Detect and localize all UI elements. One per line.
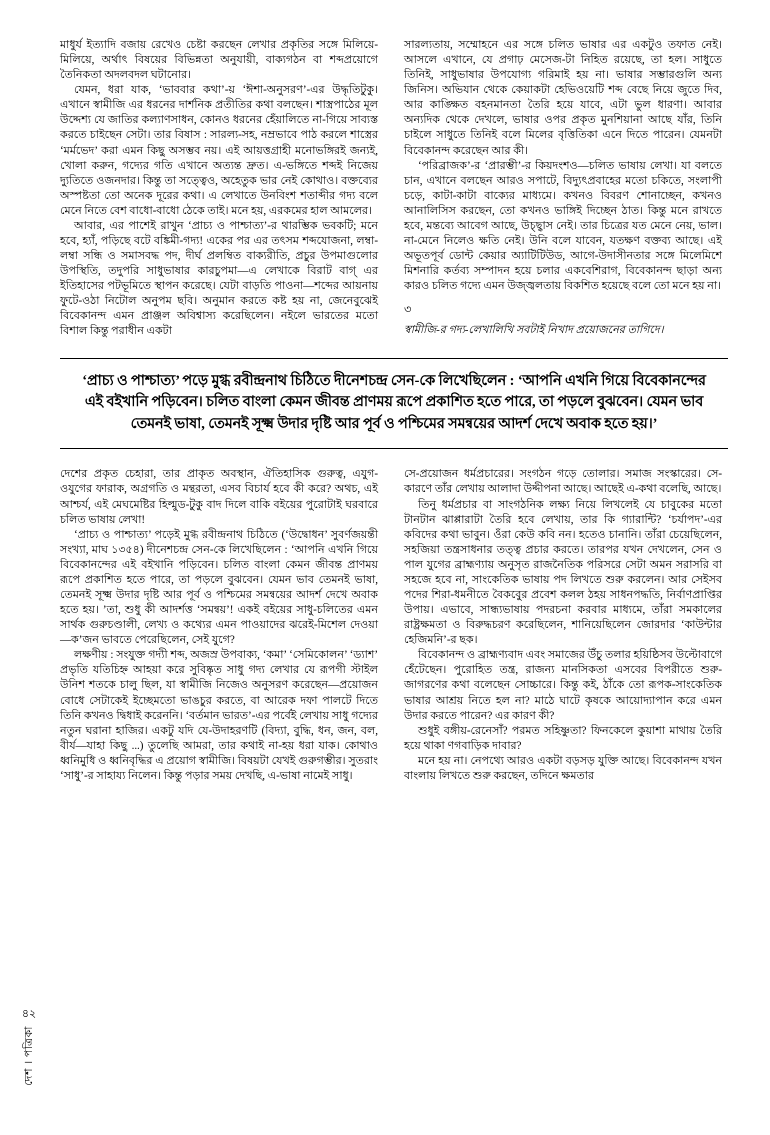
paragraph: দেশের প্রকৃত চেহারা, তার প্রাকৃত অবস্থান, ঐতিহাসিক গুরুত্ব, এযুগ-ওযুগের ফারাক, অগ্রগতি ও মন্থরতা, এসব বিচার্য হবে কী করে? অথচ, এই আশ্চর্য, এই মেঘমেষ্টির হিল্মুড-টুকু বাদ দিলে বাকি বইয়ের পুরোটাই ঘরবারে চলিত ভাষায় লেখা! [60,468,378,526]
paragraph: লক্ষণীয় : সংযুক্ত গদ্যী শব্দ, অজস্র উপবাক্য, ‘কমা’ ‘সেমিকোলন’ ‘ড্যাশ’ প্রভৃতি যতিচিহ্ন আহয়া করে সুবিষ্কৃত সাধু গদ্য লেখার যে রূপগী স্টাইল উনিশ শতকে চালু ছিল, যা স্বামীজি নিজেও অনুসরণ করেছেন—প্রয়োজন বোধে সেটাকেই ইচ্ছেমতো ভাঙচুর করতে, বা আরেক দফা পালটে দিতে তিনি কখনও দ্বিধাই করেননি। ‘বর্তমান ভারত’-এর পর্বেই লেখায় সাধু গদ্যের নতুন ঘরানা হাজির। একটু যদি যে-উদাহরণটি (বিদ্যা, বুদ্ধি, ধন, জন, বল, বীর্য—যাহা কিছু ...) তুলেছি আমরা, তার কথাই না-হয় ধরা যাক। কোথাও ধ্বনিমুধি ও ধ্বনিবৃদ্ধির এ প্রয়োগ স্বামীজি। বিষয়টা যেখই গুরুগম্ভীর। সুতরাং ‘সাধু’-র সাহায্য নিলেন। কিন্তু পড়ার সময় দেখছি, এ-ভাষা নামেই সাধু। [60,649,378,782]
paragraph: তিনু ধর্মপ্রচার বা সাংগঠনিক লক্ষ্য নিয়ে লিখলেই যে চাবুকের মতো টানটান ঝাপ্পারাটা তৈরি হবে লেখায়, তার কি গ্যারান্টি? ‘চর্যাপদ’-এর কবিদের কথা ভাবুন। ওঁরা কেউ কবি নন। হতেও চানানি। তাঁরা চেয়েছিলেন, সহজিয়া তন্ত্রসাধনার তত্ত্ব প্রচার করতে। তারপর যখন দেখলেন, সেন ও পাল যুগের ব্রাহ্মণ্যায় অনুসৃত রাজনৈতিক পরিসরে সেটা অমন সরাসরি বা সহজে হবে না, সাংকেতিক ভাষায় পদ লিখতে শুরু করলেন। আর সেইসব পদের শিরা-ধমনীতে বৈকবুের প্রবেশ কলল ঠহয় সাধনপদ্ধতি, নির্বাণপ্রাপ্তির উপায়। এভাবে, সান্ধ্যভাষায় পদরচনা করবার মাধ্যমে, তাঁরা সমকালের রাষ্ট্রক্ষমতা ও বিরুদ্ধচরণ করেছিলেন, শানিয়েছিলেন জোরদার ‘কাউন্টার হেজিমনি’-র ছক। [404,498,722,647]
bottom-article-columns [60,467,728,784]
paragraph: সারল্যতায়, সম্মোহনে এর সঙ্গে চলিত ভাষার এর একটুও তফাত নেই। আসলে এখানে, যে প্রগাঢ় মেসেজ-টা নিহিত রয়েছে, তা হল। সাধুতে তিনিই, সাধুভাষার উপযোগ্য গরিমাই হয় না। ভাষার সম্ভারগুলি অন্য জিনিস। অভিযান থেকে কেয়াকটা হেভিওয়েটি শব্দ বেছে নিয়ে জুতে দিব, আর কাঙ্ক্ষিত বহনমানতা তৈরি হয়ে যাবে, এটা ভুল ধারণা। আবার অন্যদিক থেকে দেখলে, ভাষার ওপর প্রকৃত মুনশিয়ানা আছে যাঁর, তিনি চাইলে সাধুতে তিনিই বলে মিলের বৃত্তিতিকা এনে দিতে পারেন। যেমনটা বিবেকানন্দ করেছেন আর কী। [404,39,722,157]
paragraph: যেমন, ধরা যাক, ‘ভাববার কথা’-য় ‘ঈশা-অনুসরণ’-এর উদ্ধৃতিটুকু। এখানে স্বামীজি এর ধরনের দার্শনিক প্রতীতির কথা বলছেন। শাস্ত্রপাঠের মূল উদ্দেশ্য যে জাতির কল্যাণসাধন, কোনও ধরনের হেঁয়ালিতে না-গিয়ে সাব্যস্ত করতে চাইছেন সেটা। তার বিষাস : সারল্য-সহ, নম্রভাবে পাঠ করলে শাস্ত্রের ‘মর্মভেদ’ করা এমন কিছু অসম্ভব নয়। এই আয়ত্তগ্রাহী মনোভঙ্গিরই জন্যই, খোলা করুন, গদ্যের গতি এখানে অত্যন্ত দ্রুত। এ-ভঙ্গিতে শব্দই নিজেয় দ্যুতিতে ওজনদার। কিন্তু তা সত্ত্বেও, অহেতুক ভার নেই কোথাও। বক্তব্যের অস্পষ্টতা তো অনেক দূরের কথা। এ লেখাতে উনবিংশ শতাব্দীর গদ্য বলে মেনে নিতে বেশ বাধো-বাধো ঠেকে তাই। মনে হয়, এরকমের হাল আমলের। [60,84,378,217]
section-marker: ৩ [404,304,412,317]
paragraph: সে-প্রয়োজন ধর্মপ্রচারের। সংগঠন গড়ে তোলার। সমাজ সংস্কারের। সে-কারণে তাঁর লেখায় আলাদা উদ্দীপনা আছে। আছেই এ-কথা বলেছি, আছে। [404,468,722,496]
paragraph: ‘প্রাচ্য ও পাশ্চাত্য’ পড়েই মুগ্ধ রবীন্দ্রনাথ চিঠিতে (‘উদ্বোধন’ সুবর্ণজয়ন্তী সংখ্যা, মাঘ ১৩৫৪) দীনেশচন্দ্র সেন-কে লিখেছিলেন : ‘আপনি এখনি গিয়ে বিবেকানন্দের এই বইখানি পড়িবেন। চলিত বাংলা কেমন জীবন্ত প্রাণময় রূপে প্রকাশিত হতে পারে, তা পড়লে বুঝবেন। যেমন ভাব তেমনই ভাষা, তেমনই সূক্ষ্ম উদার দৃষ্টি আর পূর্ব ও পশ্চিমের সমন্বয়ের আদর্শ দেখে অবাক হতে হয়। ’তা, শুধু কী আদর্শত্ত ‘সমন্বয়’! একই বইয়ের সাধু-চলিতের এমন সার্থক গুরুচণ্ডালী, লেখ্য ও কথ্যের এমন পাওয়াদের ঝরেই-মিশেল দেওয়া—ক’জন ভাবতে পেরেছিলেন, সেই যুগে? [60,528,378,647]
bottom-left-column [60,467,378,784]
paragraph: আবার, এর পাশেই রাখুন ‘প্রাচ্য ও পাশ্চাত্য’-র থারম্ভিক ভবকটি; মনে হবে, হ্যাঁ, পড়িছে বটে বঙ্কিমী-গদ্য! একের পর এর তৎসম শব্দযোজনা, লম্বা-লম্বা সন্ধি ও সমাসবদ্ধ পদ, দীর্ঘ প্রলম্বিত বাক্যরীতি, প্রচুর উপমাগুলোর উপস্থিতি, তদুপরি সাধুভাষার কারচুপমা—এ লেখাকে বিরাট বাগ্‌ এর ইতিহাসের পটভূমিতে স্থাপন করেছে। যেটা বাড়তি পাওনা—শব্দের আয়নায় ফুটে-ওঠা নিটোল অনুপম ছবি। অনুমান করতে কষ্ট হয় না, জেনেবুঝেই বিবেকানন্দ এমন প্রাঞ্জল অবিশ্বাস্য করেছিলেন। নইলে ভারতের মতো বিশাল কিন্তু পরাধীন একটা [60,219,378,338]
bottom-right-column [404,467,722,784]
paragraph: বিবেকানন্দ ও ব্রাহ্মণ্যবাদ এবং সমাজের উঁচু তলার হয়িষ্ঠিসব উল্টোবাগে হেঁটেছেন। পুরোহিত তন্ত্র, রাজন্য মানসিকতা এসবের বিপরীতে শুরু-জাগরণের কথা বলেছেন সোচ্চারে। কিন্তু কই, ঠাঁকে তো রূপক-সাংকেতিক ভাষার আশ্রয় নিতে হল না? মাঠে ঘাটে কৃষকে আয়োদ্যাপান করে এমন উদার করতে পারেন? এর কারণ কী? [404,649,722,722]
top-left-column [60,38,378,340]
page-number: ৪২ [21,1007,37,1020]
publication-name: দেশ । পত্রিকা [22,1025,35,1086]
section-byline: স্বামীজি-র গদ্য-লেখালিখি সবটাই নিখাদ প্রয়োজনের তাগিদে। [404,324,664,337]
paragraph: মনে হয় না। নেপথ্যে আরও একটা বড়সড় যুক্তি আছে। বিবেকানন্দ যখন বাংলায় লিখতে শুরু করছেন, তদিনে ক্ষমতার [404,754,722,782]
pull-quote-text: ‘প্রাচ্য ও পাশ্চাত্য’ পড়ে মুগ্ধ রবীন্দ্রনাথ চিঠিতে দীনেশচন্দ্র সেন-কে লিখেছিলেন : ‘আপনি এখনি গিয়ে বিবেকানন্দের এই বইখানি পড়িবেন। চলিত বাংলা কেমন জীবন্ত প্রাণময় রূপে প্রকাশিত হতে পারে, তা পড়লে বুঝবেন। যেমন ভাব তেমনই ভাষা, তেমনই সূক্ষ্ম উদার দৃষ্টি আর পূর্ব ও পশ্চিমের সমন্বয়ের আদর্শ দেখে অবাক হতে হয়।’ [82,372,706,432]
paragraph: ‘পরিব্রাজক’-র ‘প্রারম্ভী’-র কিয়দংশও—চলিত ভাষায় লেখা। যা বলতে চান, এখানে বলছেন আরও সপাটে, বিদ্যুৎপ্রবাহের মতো চকিতে, সংলাপী চড়ে, কাটা-কাটা বাক্যের মাধ্যমে। কখনও বিবরণ শোনাচ্ছেন, কখনও আনালিসিস করছেন, তো কখনও ভাঙ্গিই দিচ্ছেন ঠাত। কিন্তু মনে রাখতে হবে, মন্তব্যে আবেগ আছে, উচ্ছ্বাস নেই। তার চিত্রের যত মেনে নেয়, ভাল। না-মেনে নিলেও ক্ষতি নেই। উনি বলে যাবেন, যতক্ষণ বক্তব্য আছে। এই অভূতপূর্ব ডোন্ট কেয়ার অ্যাটিটিউড, আগে-উদাসীনতার সঙ্গে মিলেমিশে মিশনারি কর্তব্য সম্পাদন হয়ে চলার একবেশিরাগ, বিবেকানন্দ ছাড়া অন্য কারও চলিত গদ্যে এমন উজ্জ্বলতায় বিকশিত হয়েছে বলে তো মনে হয় না। [404,159,722,293]
paragraph: শুধুই বঙ্গীয়-রেনেসাঁ? পরমত সহিষ্ণুতা? ফিনকেলে কুয়াশা মাথায় তৈরি হয়ে থাকা ণগবাড়িক দাবার? [404,724,722,752]
page-side-label [16,1008,42,1089]
top-article-columns [60,38,728,340]
top-right-column [404,38,722,340]
pull-quote [60,358,728,450]
paragraph: মাধুর্য ইত্যাদি বজায় রেখেও চেষ্টা করছেন লেখার প্রকৃতির সঙ্গে মিলিয়ে-মিলিয়ে, অর্থাৎ বিষয়ের বিভিন্নতা অনুযায়ী, বাক্যগঠন বা শব্দপ্রয়োগে তৈনিকতা অদলবদল ঘটানোর। [60,39,378,82]
